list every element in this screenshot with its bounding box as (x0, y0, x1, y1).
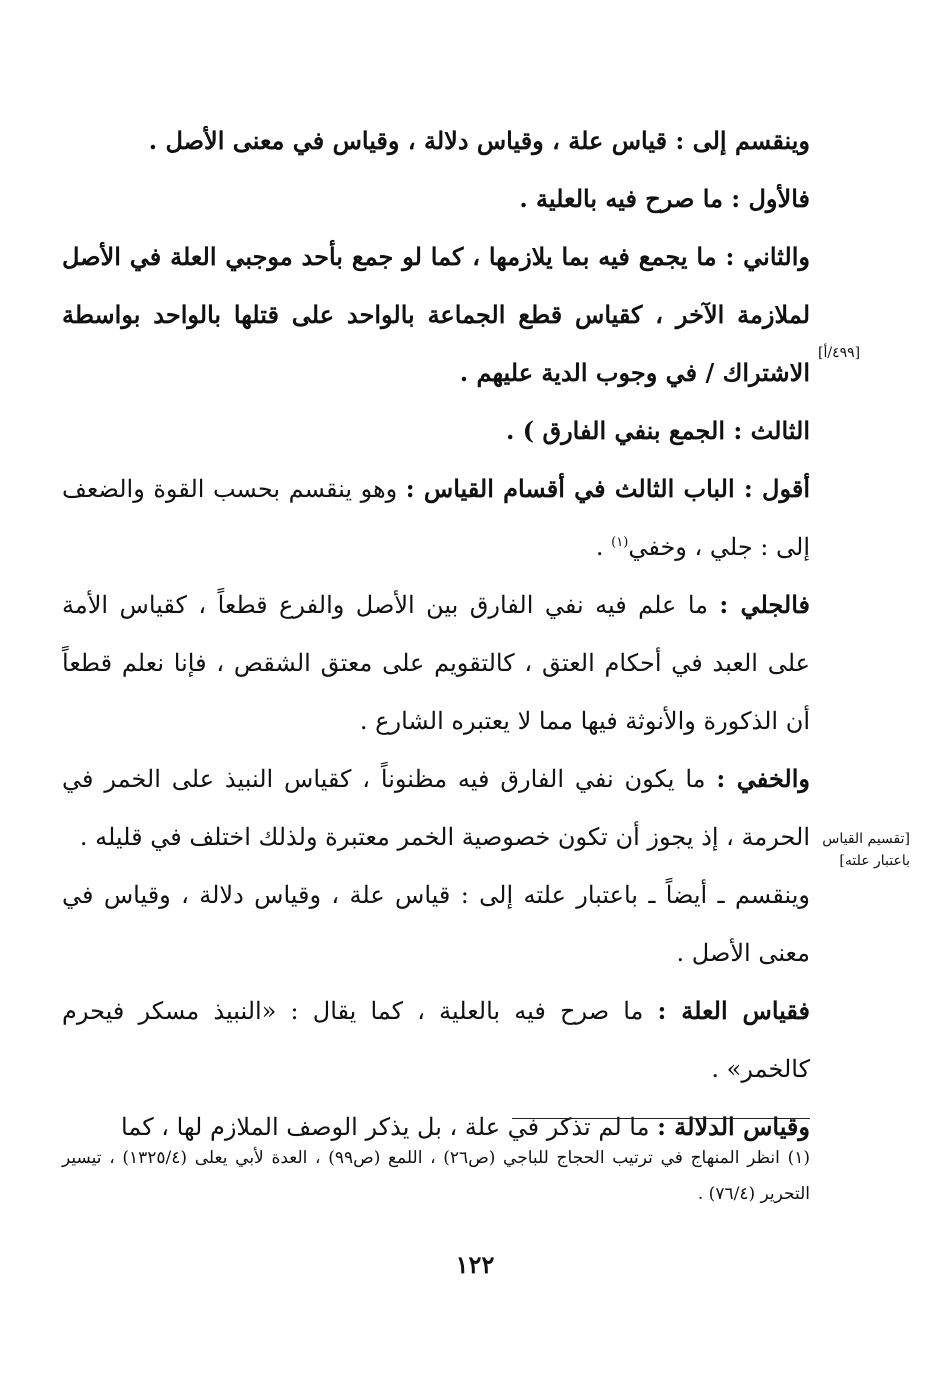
paragraph-qiyas-dalala-lead: وقياس الدلالة : (657, 1112, 810, 1141)
section-margin-note-line1: [تقسيم القياس (822, 831, 910, 847)
paragraph-qiyas-illa (62, 982, 810, 1098)
footnotes (62, 1140, 810, 1212)
folio-marker: [٤٩٩/أ] (818, 345, 861, 361)
paragraph-qiyas-illa-lead: فقياس العلة : (657, 996, 810, 1025)
footnote-1: (١) انظر المنهاج في ترتيب الحجاج للباجي (ص٢٦) ، اللمع (ص٩٩) ، العدة لأبي يعلى (١٣٢٥/٤) ، تيسير التحرير (٧٦/٤) . (62, 1148, 810, 1204)
footnote-marker[interactable]: (١) (611, 535, 629, 550)
matn-line-first: فالأول : ما صرح فيه بالعلية . (519, 184, 810, 213)
paragraph-khafi-text: ما يكون نفي الفارق فيه مظنوناً ، كقياس النبيذ على الخمر في الحرمة ، إذ يجوز أن تكون خصوصية الخمر معتبرة ولذلك اختلف في قليله . (62, 765, 810, 851)
commentary-intro-end: . (595, 533, 612, 561)
matn-line-second: والثاني : ما يجمع فيه بما يلازمها ، كما لو جمع بأحد موجبي العلة في الأصل لملازمة الآخر ، كقياس قطع الجماعة بالواحد على قتلها بالواحد بواسطة الاشتراك / في وجوب الدية عليهم . (62, 242, 810, 387)
section-margin-note-line2: باعتبار علته] (839, 853, 910, 869)
paragraph-jali-lead: فالجلي : (719, 590, 810, 619)
paragraph-division: وينقسم ـ أيضاً ـ باعتبار علته إلى : قياس علة ، وقياس دلالة ، وقياس في معنى الأصل . (62, 881, 810, 967)
paragraph-qiyas-dalala-text: ما لم تذكر في علة ، بل يذكر الوصف الملازم لها ، كما (121, 1113, 658, 1141)
paragraph-jali (62, 576, 810, 750)
page-number: ١٢٢ (455, 1250, 495, 1279)
section-margin-note (818, 828, 910, 872)
paragraph-qiyas-illa-text: ما صرح فيه بالعلية ، كما يقال : «النبيذ مسكر فيحرم كالخمر» . (62, 997, 810, 1083)
commentary-intro-text: وهو ينقسم بحسب القوة والضعف إلى : جلي ، وخفي (62, 475, 810, 561)
paragraph-khafi-lead: والخفي : (716, 764, 811, 793)
commentary-intro-lead: أقول : الباب الثالث في أقسام القياس : (405, 474, 811, 503)
matn-line-divisions: وينقسم إلى : قياس علة ، وقياس دلالة ، وقياس في معنى الأصل . (148, 126, 810, 155)
paragraph-khafi (62, 750, 810, 866)
main-text (62, 112, 810, 1156)
paragraph-jali-text: ما علم فيه نفي الفارق بين الأصل والفرع قطعاً ، كقياس الأمة على العبد في أحكام العتق ، كالتقويم على معتق الشقص ، فإنا نعلم قطعاً أن الذكورة والأنوثة فيها مما لا يعتبره الشارع . (62, 591, 810, 735)
commentary-intro (62, 460, 810, 576)
footnote-divider (512, 1118, 810, 1119)
matn-line-third: الثالث : الجمع بنفي الفارق ) . (506, 416, 810, 445)
